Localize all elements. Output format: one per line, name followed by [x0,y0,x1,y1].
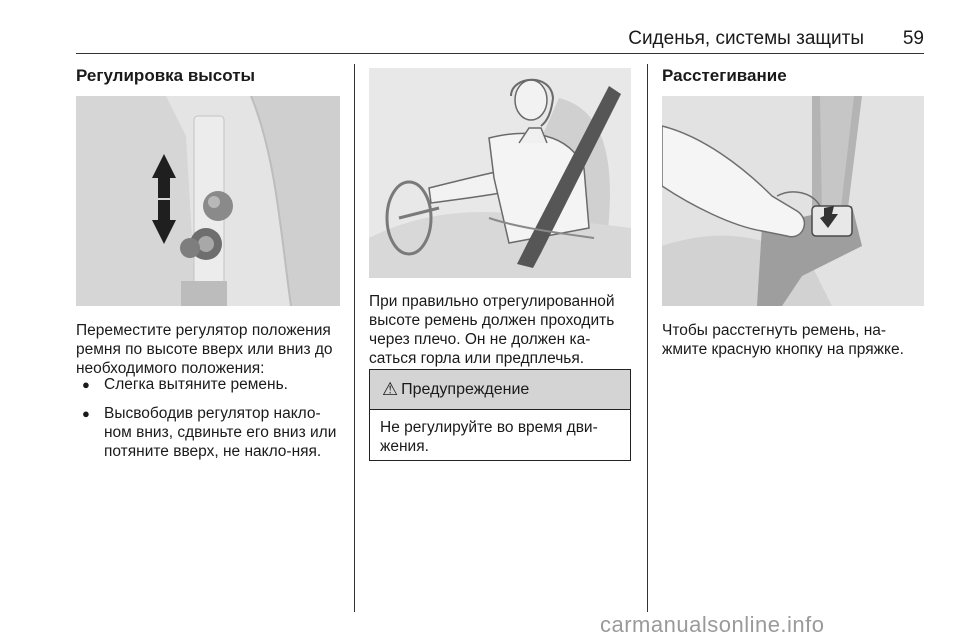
section-title-unfastening: Расстегивание [662,66,787,85]
bullet-list [76,375,344,471]
warning-header [370,370,630,410]
header-rule [76,53,924,54]
watermark: carmanualsonline.info [600,612,825,637]
figure-belt-buckle-release [662,96,924,306]
bullet-item: ● Слегка вытяните ремень. [76,375,344,394]
figure-belt-height-adjuster [76,96,340,306]
page-header [76,26,924,52]
warning-title: Предупреждение [401,380,530,398]
page-number: 59 [902,28,924,49]
warning-triangle-icon: ⚠ [382,379,399,399]
section-title-height: Регулировка высоты [76,66,256,85]
column-divider-2 [647,64,648,612]
header-title: Сиденья, системы защиты [628,28,864,49]
column-divider-1 [354,64,355,612]
warning-box [369,369,631,461]
paragraph-unfastening: Чтобы расстегнуть ремень, на-жмите красную кнопку на пряжке. [662,322,904,358]
paragraph-belt-position: При правильно отрегулированной высоте ремень должен проходить через плечо. Он не должен ка-саться горла или предплечья. [369,293,615,367]
bullet-item: ● Высвободив регулятор накло-ном вниз, сдвиньте его вниз или потяните вверх, не накло-няя. [76,404,344,461]
warning-text: Не регулируйте во время дви-жения. [380,419,598,455]
paragraph-height-instructions: Переместите регулятор положения ремня по высоте вверх или вниз до необходимого положения: [76,322,333,377]
figure-driver-belt-position [369,68,631,278]
